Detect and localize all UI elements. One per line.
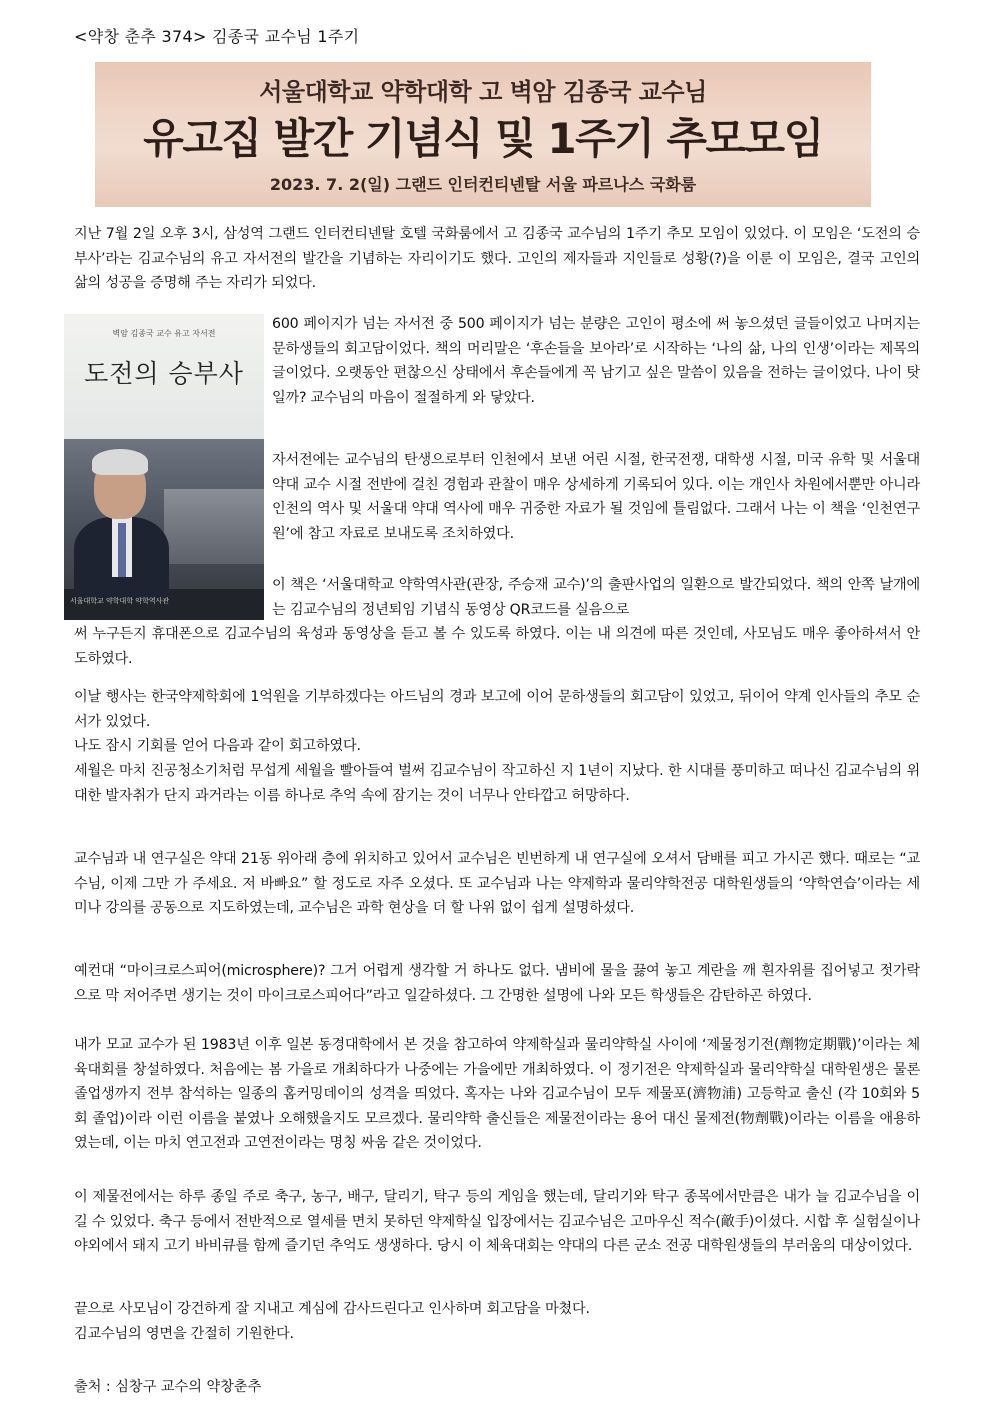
paragraph-4b: 써 누구든지 휴대폰으로 김교수님의 육성과 동영상을 듣고 볼 수 있도록 하였다. 이는 내 의견에 따른 것인데, 사모님도 매우 좋아하셔서 안도하였다. [74, 626, 920, 667]
banner-line-1: 서울대학교 약학대학 고 벽암 김종국 교수님 [259, 78, 707, 106]
paragraph-5: 이날 행사는 한국약제학회에 1억원을 기부하겠다는 아드님의 경과 보고에 이어 문하생들의 회고담이 있었고, 뒤이어 약계 인사들의 추모 순서가 있었다. [74, 689, 920, 730]
portrait-tie [118, 523, 126, 577]
book-subtitle: 벽암 김종국 교수 유고 자서전 [112, 329, 216, 338]
paragraph-1: 지난 7월 2일 오후 3시, 삼성역 그랜드 인터컨티넨탈 호텔 국화룸에서 고 김종국 교수님의 1주기 추모 모임이 있었다. 이 모임은 ‘도전의 승부사’라는 김교수님의 유고 자서전의 발간을 기념하는 자리이기도 했다. 고인의 제자들과 지인들로 성황(?)을 이룬 이 모임은, 결국 고인의 삶의 성공을 증명해 주는 자리가 되었다. [74, 226, 920, 291]
paragraph-8: 교수님과 내 연구실은 약대 21동 위아래 층에 위치하고 있어서 교수님은 빈번하게 내 연구실에 오셔서 담배를 피고 가시곤 했다. 때로는 “교수님, 이제 그만 가 주세요. 저 바빠요” 할 정도로 자주 오셨다. 또 교수님과 나는 약제학과 물리약학전공 대학원생들의 ‘약학연습’이라는 세미나 강의를 공동으로 지도하였는데, 교수님은 과학 현상을 더 할 나위 없이 쉽게 설명하셨다. [74, 851, 920, 916]
portrait-hair [92, 449, 148, 475]
book-cover-image [64, 314, 264, 620]
paragraph-9: 예컨대 “마이크로스피어(microsphere)? 그거 어렵게 생각할 거 하나도 없다. 냄비에 물을 끓여 놓고 계란을 깨 흰자위를 집어넣고 젓가락으로 막 저어주면 생기는 것이 마이크로스피어다”라고 일갈하셨다. 그 간명한 설명에 나와 모든 학생들은 감탄하곤 하였다. [74, 963, 920, 1004]
book-cover-top [64, 314, 264, 439]
event-banner-photo [95, 62, 871, 207]
paragraph-3: 자서전에는 교수님의 탄생으로부터 인천에서 보낸 어린 시절, 한국전쟁, 대학생 시절, 미국 유학 및 서울대 약대 교수 시절 전반에 걸친 경험과 관찰이 매우 상세하게 기록되어 있다. 이는 개인사 차원에서뿐만 아니라 인천의 역사 및 서울대 약대 역사에 매우 귀중한 자료가 될 것임에 틀림없다. 그래서 나는 이 책을 ‘인천연구원’에 참고 자료로 보내도록 조치하였다. [272, 452, 920, 542]
banner-line-2: 유고집 발간 기념식 및 1주기 추모모임 [143, 114, 823, 163]
paragraph-6: 나도 잠시 기회를 얻어 다음과 같이 회고하였다. [74, 738, 361, 754]
paragraph-4a: 이 책은 ‘서울대학교 약학역사관(관장, 주승재 교수)’의 출판사업의 일환으로 발간되었다. 책의 안쪽 날개에는 김교수님의 정년퇴임 기념식 동영상 QR코드를 실음으로 [272, 577, 920, 618]
ceremony-background [164, 489, 264, 564]
page-title: <약창 춘추 374> 김종국 교수님 1주기 [74, 27, 360, 46]
paragraph-7: 세월은 마치 진공청소기처럼 무섭게 세월을 빨아들여 벌써 김교수님이 작고하신 지 1년이 지났다. 한 시대를 풍미하고 떠나신 김교수님의 위대한 발자취가 단지 과거라는 이름 하나로 추억 속에 잠기는 것이 너무나 안타깝고 허망하다. [74, 763, 920, 804]
book-cover-photo [64, 439, 264, 589]
book-title: 도전의 승부사 [84, 359, 244, 388]
paragraph-11: 이 제물전에서는 하루 종일 주로 축구, 농구, 배구, 달리기, 탁구 등의 게임을 했는데, 달리기와 탁구 종목에서만큼은 내가 늘 김교수님을 이길 수 있었다. 축구 등에서 전반적으로 열세를 면치 못하던 약제학실 입장에서는 김교수님은 고마우신 적수(敵手)이셨다. 시합 후 실험실이나 야외에서 돼지 고기 바비큐를 함께 즐기던 추억도 생생하다. 당시 이 체육대회는 약대의 다른 군소 전공 대학원생들의 부러움의 대상이었다. [74, 1189, 920, 1254]
paragraph-13: 김교수님의 영면을 간절히 기원한다. [74, 1326, 294, 1342]
paragraph-2: 600 페이지가 넘는 자서전 중 500 페이지가 넘는 분량은 고인이 평소에 써 놓으셨던 글들이었고 나머지는 문하생들의 회고담이었다. 책의 머리말은 ‘후손들을 보아라’로 시작하는 ‘나의 삶, 나의 인생’이라는 제목의 글이었다. 오랫동안 편찮으신 상태에서 후손들에게 꼭 남기고 싶은 말씀이 있음을 전하는 글이었다. 나이 탓일까? 교수님의 마음이 절절하게 와 닿았다. [272, 316, 920, 406]
book-publisher: 서울대학교 약학대학 약학역사관 [70, 597, 170, 605]
paragraph-12: 끝으로 사모님이 강건하게 잘 지내고 계심에 감사드린다고 인사하며 회고담을 마쳤다. [74, 1301, 590, 1317]
source-credit: 출처 : 심창구 교수의 약창춘추 [74, 1379, 262, 1395]
banner-line-3: 2023. 7. 2(일) 그랜드 인터컨티넨탈 서울 파르나스 국화룸 [269, 175, 697, 194]
paragraph-10: 내가 모교 교수가 된 1983년 이후 일본 동경대학에서 본 것을 참고하여 약제학실과 물리약학실 사이에 ‘제물정기전(劑物定期戰)’이라는 체육대회를 창설하였다. 처음에는 봄 가을로 개최하다가 나중에는 가을에만 개최하였다. 이 정기전은 약제학실과 물리약학실 대학원생은 물론 졸업생까지 전부 참석하는 일종의 홈커밍데이의 성격을 띄었다. 혹자는 나와 김교수님이 모두 제물포(濟物浦) 고등학교 출신 (각 10회와 5회 졸업)이라 이런 이름을 붙였나 오해했을지도 모르겠다. 물리약학 출신들은 제물전이라는 용어 대신 물제전(物劑戰)이라는 이름을 애용하였는데, 이는 마치 연고전과 고연전이라는 명칭 싸움 같은 것이었다. [74, 1037, 920, 1151]
